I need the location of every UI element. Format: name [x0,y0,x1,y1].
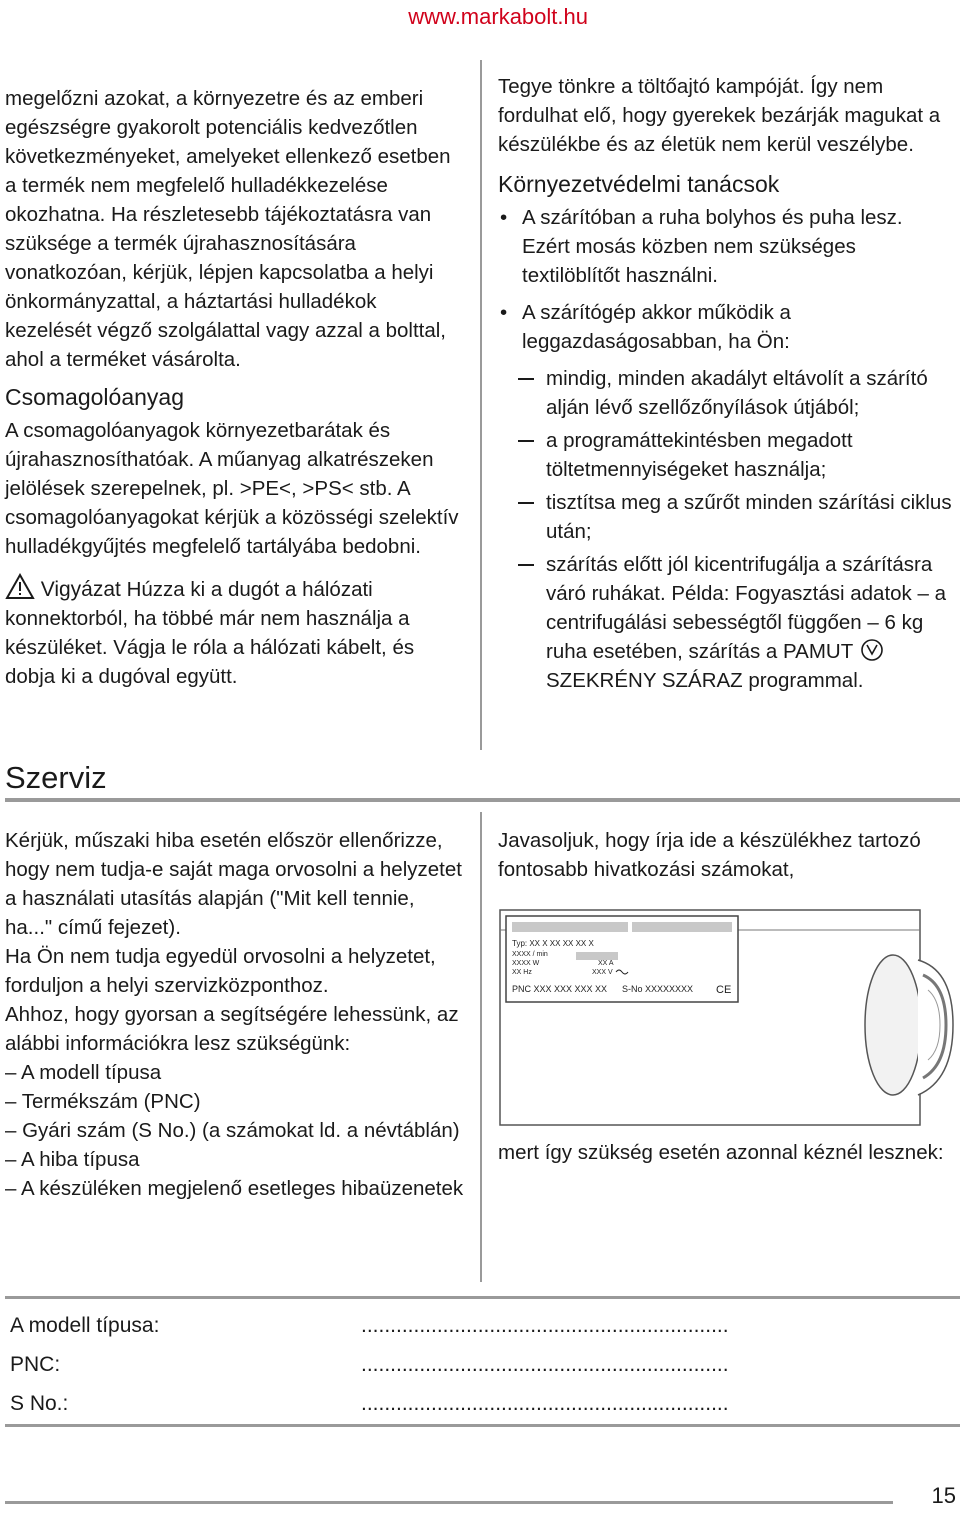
plate-line-4b: XXX V [592,969,613,976]
packaging-heading: Csomagolóanyag [5,384,185,410]
page-number: 15 [931,1483,956,1508]
dryer-rating-plate-illustration [498,900,958,1130]
right-column-top [498,72,954,695]
packaging-paragraph: A csomagolóanyagok környezetbarátak és újrahasznosíthatóak. A műanyag alkatrészeken jelölések szerepelnek, pl. >PE<, >PS< stb. A csomagolóanyagokat kérjük a közösségi szelektív hulladékgyűjtés megfelelő tartályába bedobni. [5,419,459,558]
service-rule [5,798,960,802]
service-item-3: – Gyári szám (S No.) (a számokat ld. a névtáblán) [5,1119,460,1142]
service-paragraph-2: Ha Ön nem tudja egyedül orvosolni a helyzetet, forduljon a helyi szervizközponthoz. [5,945,436,997]
left-column-top [5,84,467,691]
service-right-paragraph-2: mert így szükség esetén azonnal kéznél lesznek: [498,1141,944,1164]
form-rule [5,1296,960,1299]
env-bullet-1: • A szárítóban a ruha bolyhos és puha lesz. Ezért mosás közben nem szükséges textilöblítőt használni. [498,203,954,290]
reference-number-form [5,1306,960,1423]
env-dash-1: mindig, minden akadályt eltávolít a szárító alján lévő szellőzőnyílások útjából; [498,364,954,422]
warning-triangle-icon [5,573,35,600]
service-item-2: – Termékszám (PNC) [5,1090,201,1113]
service-item-4: – A hiba típusa [5,1148,140,1171]
plate-line-4: XX Hz [512,969,532,976]
plate-line-3: XXXX W [512,960,540,967]
ce-mark: CE [716,984,732,996]
service-right-paragraph-1: Javasoljuk, hogy írja ide a készülékhez tartozó fontosabb hivatkozási számokat, [498,829,921,881]
env-dash-2: a programáttekintésben megadott töltetmennyiségeket használja; [498,426,954,484]
env-bullet-2: • A szárítógép akkor működik a leggazdaságosabban, ha Ön: [498,298,954,356]
service-item-1: – A modell típusa [5,1061,162,1084]
env-dash-4-text-b: SZEKRÉNY SZÁRAZ programmal. [546,669,864,692]
service-paragraph-1: Kérjük, műszaki hiba esetén először ellenőrizze, hogy nem tudja-e saját maga orvosolni a helyzetet a használati utasítás alapján ("Mit kell tennie, ha..." című fejezet). [5,829,462,939]
form-field-pnc[interactable]: ............................................................... [361,1352,729,1376]
service-paragraph-3: Ahhoz, hogy gyorsan a segítségére lehessünk, az alábbi információkra lesz szükségünk: [5,1003,459,1055]
plate-line-5b: S-No XXXXXXXX [622,984,694,994]
plate-line-5: PNC XXX XXX XXX XX [512,984,608,994]
service-right-column-lower [498,1138,954,1167]
cotton-program-icon [859,638,885,662]
plate-line-1: Typ: XX X XX XX XX X [512,939,594,948]
warning-paragraph [5,573,467,691]
plate-line-2: XXXX / min [512,951,548,958]
form-label-sno: S No.: [10,1391,69,1415]
form-field-sno[interactable]: ............................................................... [361,1391,729,1415]
service-heading: Szerviz [5,760,107,795]
form-row-model [5,1306,960,1345]
env-dash-3: tisztítsa meg a szűrőt minden szárítási ciklus után; [498,488,954,546]
service-item-5: – A készüléken megjelenő esetleges hibaüzenetek [5,1177,464,1200]
rating-plate-figure [498,900,958,1130]
environment-heading: Környezetvédelmi tanácsok [498,171,780,197]
form-label-pnc: PNC: [10,1352,61,1376]
disposal-paragraph: megelőzni azokat, a környezetre és az emberi egészségre gyakorolt potenciális kedvezőtlen következményeket, amelyeket ellenkező esetben a termék nem megfelelő hulladékkezelése okozhatna. Ha részletesebb tájékoztatásra van szüksége a termék újrahasznosítására vonatkozóan, kérjük, lépjen kapcsolatba a helyi önkormányzattal, a háztartási hulladékok kezelését végző szolgálattal vagy azzal a bolttal, ahol a terméket vásárolta. [5,87,451,371]
column-divider-top [480,60,482,750]
form-row-pnc [5,1345,960,1384]
column-divider-bottom [480,812,482,1282]
form-bottom-rule [5,1424,960,1427]
warning-label: Vigyázat [40,578,121,601]
form-field-model[interactable]: ............................................................... [361,1313,729,1337]
form-row-sno [5,1384,960,1423]
door-hook-paragraph: Tegye tönkre a töltőajtó kampóját. Így nem fordulhat elő, hogy gyerekek bezárják magukat a készülékbe és az életük nem kerül veszélybe. [498,75,941,156]
site-url: www.markabolt.hu [408,4,588,29]
service-right-column [498,826,954,884]
form-label-model: A modell típusa: [10,1313,160,1337]
plate-line-3b: XX A [598,960,614,967]
env-dash-4-text-a: szárítás előtt jól kicentrifugálja a szárításra váró ruhákat. Példa: Fogyasztási adatok – a centrifugálási sebességtől függően – 6 kg ruha esetében, szárítás a PAMUT [546,553,946,663]
warning-text: Húzza ki a dugót a hálózati konnektorból, ha többé már nem használja a készüléket. Vágja le róla a hálózati kábelt, és dobja ki a dugóval együtt. [5,578,415,688]
service-left-column [5,826,467,1203]
footer-rule [5,1501,893,1504]
env-dash-4 [498,550,954,695]
